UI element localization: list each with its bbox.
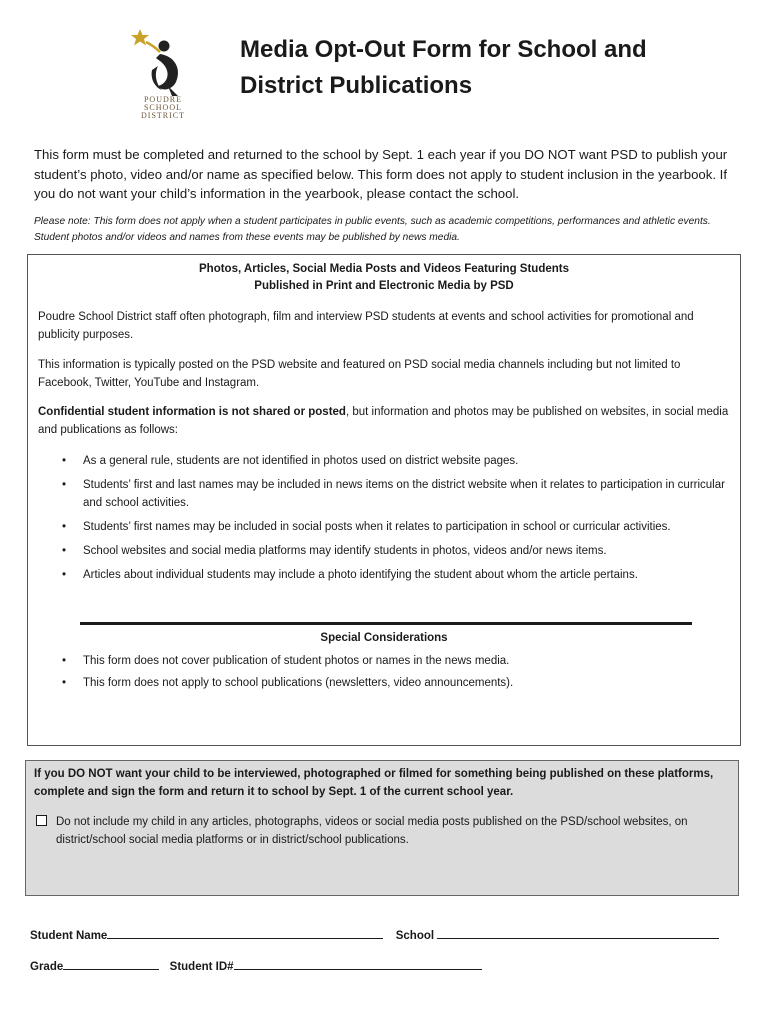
- name-school-row: [30, 926, 719, 942]
- bullet-icon: •: [62, 569, 67, 581]
- logo-text-line2: SCHOOL: [143, 103, 182, 112]
- district-logo: [128, 26, 198, 122]
- list-item: • As a general rule, students are not identified in photos used on district website pages.: [38, 452, 734, 470]
- title-line1: Media Opt-Out Form for School and: [240, 36, 647, 63]
- info-para3: [38, 403, 734, 439]
- school-label: School: [395, 930, 435, 942]
- info-box: [27, 254, 741, 746]
- grade-id-row: [30, 957, 482, 973]
- section-divider: [80, 622, 692, 625]
- list-item: • This form does not apply to school publications (newsletters, video announcements).: [38, 674, 734, 692]
- list-item: • Articles about individual students may include a photo identifying the student about whom the article pertains.: [38, 566, 734, 584]
- special-bullet-list: [38, 652, 734, 692]
- page-title: [240, 32, 720, 104]
- info-heading-line2: Published in Print and Electronic Media by PSD: [254, 280, 514, 292]
- logo-text-line3: DISTRICT: [141, 111, 185, 120]
- title-line2: District Publications: [240, 72, 473, 99]
- special-considerations-heading: Special Considerations: [320, 632, 448, 644]
- grade-field[interactable]: [63, 957, 159, 970]
- info-para3-bold: Confidential student information is not shared or posted: [38, 406, 346, 418]
- optout-checkbox[interactable]: [36, 815, 47, 826]
- student-name-field[interactable]: [107, 926, 383, 939]
- list-item: • Students’ first and last names may be included in news items on the district website when it relates to participation in curricular and school activities.: [38, 476, 734, 512]
- bullet-icon: •: [62, 655, 67, 667]
- info-para3-rest: , but information and photos may be published on websites, in social media and publications as follows:: [38, 406, 729, 436]
- optout-checkbox-label: Do not include my child in any articles, photographs, videos or social media posts published on the PSD/school websites, on district/school social media platforms or in district/school publications.: [56, 816, 688, 846]
- bullet-icon: •: [62, 479, 67, 491]
- note-paragraph: Please note: This form does not apply when a student participates in public events, such as academic competitions, performances and athletic events. Student photos and/or videos and names from these events may be published by news media.: [34, 216, 711, 243]
- bullet-icon: •: [62, 455, 67, 467]
- list-item: • Students’ first names may be included in social posts when it relates to participation in school or curricular activities.: [38, 518, 734, 536]
- info-para1: Poudre School District staff often photograph, film and interview PSD students at events and school activities for promotional and publicity purposes.: [38, 311, 694, 341]
- list-item: • This form does not cover publication of student photos or names in the news media.: [38, 652, 734, 670]
- student-id-field[interactable]: [234, 957, 482, 970]
- student-name-label: Student Name: [30, 930, 108, 942]
- info-bullet-list: [38, 452, 734, 584]
- bullet-icon: •: [62, 521, 67, 533]
- bullet-icon: •: [62, 545, 67, 557]
- info-box-heading: [28, 261, 740, 295]
- info-heading-line1: Photos, Articles, Social Media Posts and Videos Featuring Students: [199, 263, 569, 275]
- info-para2: This information is typically posted on the PSD website and featured on PSD social media channels including but not limited to Facebook, Twitter, YouTube and Instagram.: [38, 359, 681, 389]
- bullet-icon: •: [62, 677, 67, 689]
- grade-label: Grade: [30, 961, 64, 973]
- optout-box: [25, 760, 739, 896]
- intro-paragraph: This form must be completed and returned to the school by Sept. 1 each year if you DO NOT want PSD to publish your student’s photo, video and/or name as specified below. This form does not apply to student inclusion in the yearbook. If you do not want your child’s information in the yearbook, please contact the school.: [34, 147, 728, 201]
- logo-figure-icon: [128, 26, 198, 98]
- list-item: • School websites and social media platforms may identify students in photos, videos and/or news items.: [38, 542, 734, 560]
- student-id-label: Student ID#: [169, 961, 234, 973]
- optout-heading: If you DO NOT want your child to be interviewed, photographed or filmed for something being published on these platforms, complete and sign the form and return it to school by Sept. 1 of the current school year.: [34, 768, 714, 798]
- school-field[interactable]: [437, 926, 719, 939]
- logo-text-line1: POUDRE: [143, 95, 182, 104]
